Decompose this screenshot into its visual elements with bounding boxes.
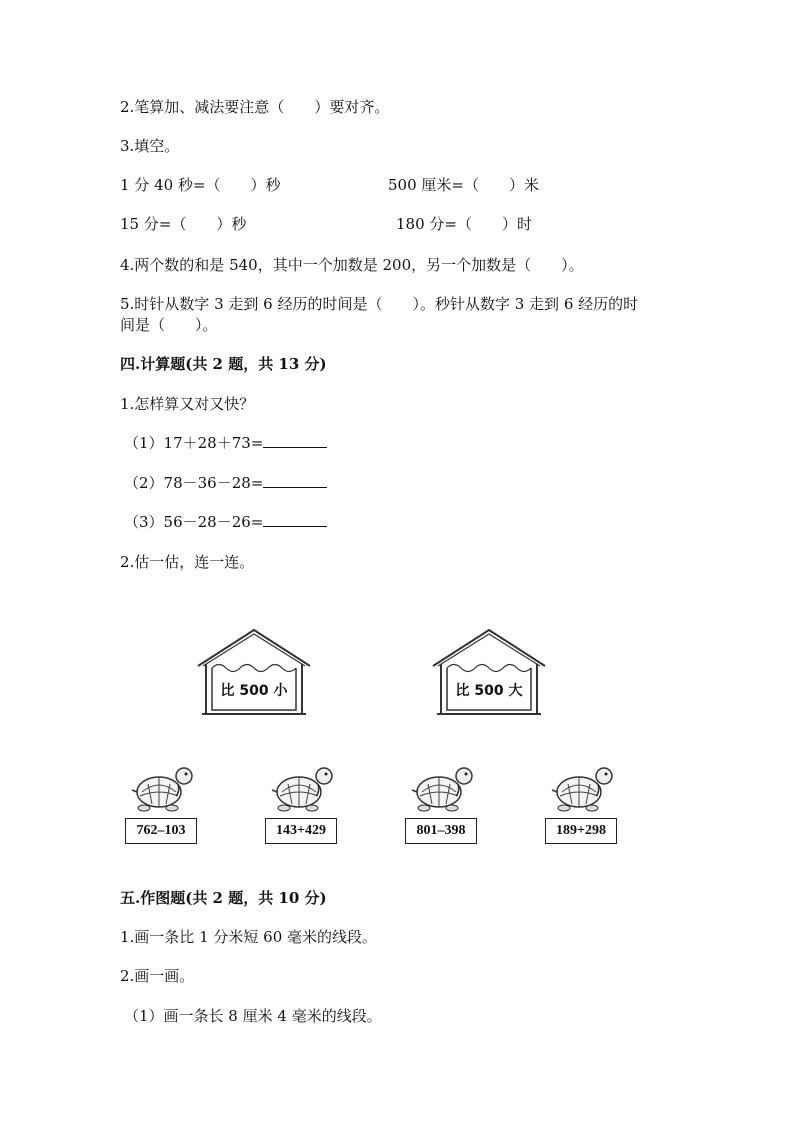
house-icon: [431, 628, 547, 720]
question-5-line-2: 间是（ ）。: [120, 316, 218, 334]
estimate-question: 2.估一估，连一连。: [120, 553, 255, 571]
fill-minutes-to-seconds: 15 分=（ ）秒: [120, 215, 247, 233]
calc-item-2: [124, 473, 327, 493]
section-5-heading: 五.作图题(共 2 题，共 10 分): [120, 889, 327, 907]
calc-item-3: [124, 512, 327, 532]
calc-item-label: （2）78－36－28=: [124, 474, 264, 492]
draw-question-1: 1.画一条比 1 分米短 60 毫米的线段。: [120, 928, 378, 946]
calc-item-label: （3）56－28－26=: [124, 513, 264, 531]
calc-item-1: [124, 433, 327, 453]
expression-box[interactable]: 189+298: [545, 818, 617, 844]
calc-question-1: 1.怎样算又对又快？: [120, 395, 255, 413]
answer-blank[interactable]: [263, 512, 327, 527]
question-5-line-1: 5.时针从数字 3 走到 6 经历的时间是（ ）。秒针从数字 3 走到 6 经历的时: [120, 295, 639, 313]
fill-centimeters-meters: 500 厘米=（ ）米: [388, 176, 539, 194]
turtle-icon: [550, 762, 616, 814]
house-greater-than-500: [431, 628, 547, 720]
question-2: 2.笔算加、减法要注意（ ）要对齐。: [120, 98, 390, 116]
house-label: 比 500 小: [220, 683, 288, 699]
answer-blank[interactable]: [263, 433, 327, 448]
answer-blank[interactable]: [263, 473, 327, 488]
expression-box[interactable]: 143+429: [265, 818, 337, 844]
turtle-icon: [270, 762, 336, 814]
expression-box[interactable]: 762–103: [125, 818, 197, 844]
fill-minutes-seconds: 1 分 40 秒=（ ）秒: [120, 176, 281, 194]
fill-minutes-to-hours: 180 分=（ ）时: [396, 215, 532, 233]
house-label: 比 500 大: [455, 683, 523, 699]
house-less-than-500: [196, 628, 312, 720]
house-icon: [196, 628, 312, 720]
question-4: 4.两个数的和是 540，其中一个加数是 200，另一个加数是（ ）。: [120, 256, 584, 274]
draw-question-2: 2.画一画。: [120, 967, 195, 985]
turtle-icon: [130, 762, 196, 814]
section-4-heading: 四.计算题(共 2 题，共 13 分): [120, 355, 327, 373]
draw-question-2-1: （1）画一条长 8 厘米 4 毫米的线段。: [124, 1007, 382, 1025]
expression-box[interactable]: 801–398: [405, 818, 477, 844]
calc-item-label: （1）17＋28＋73=: [124, 434, 264, 452]
turtle-icon: [410, 762, 476, 814]
question-3: 3.填空。: [120, 137, 180, 155]
